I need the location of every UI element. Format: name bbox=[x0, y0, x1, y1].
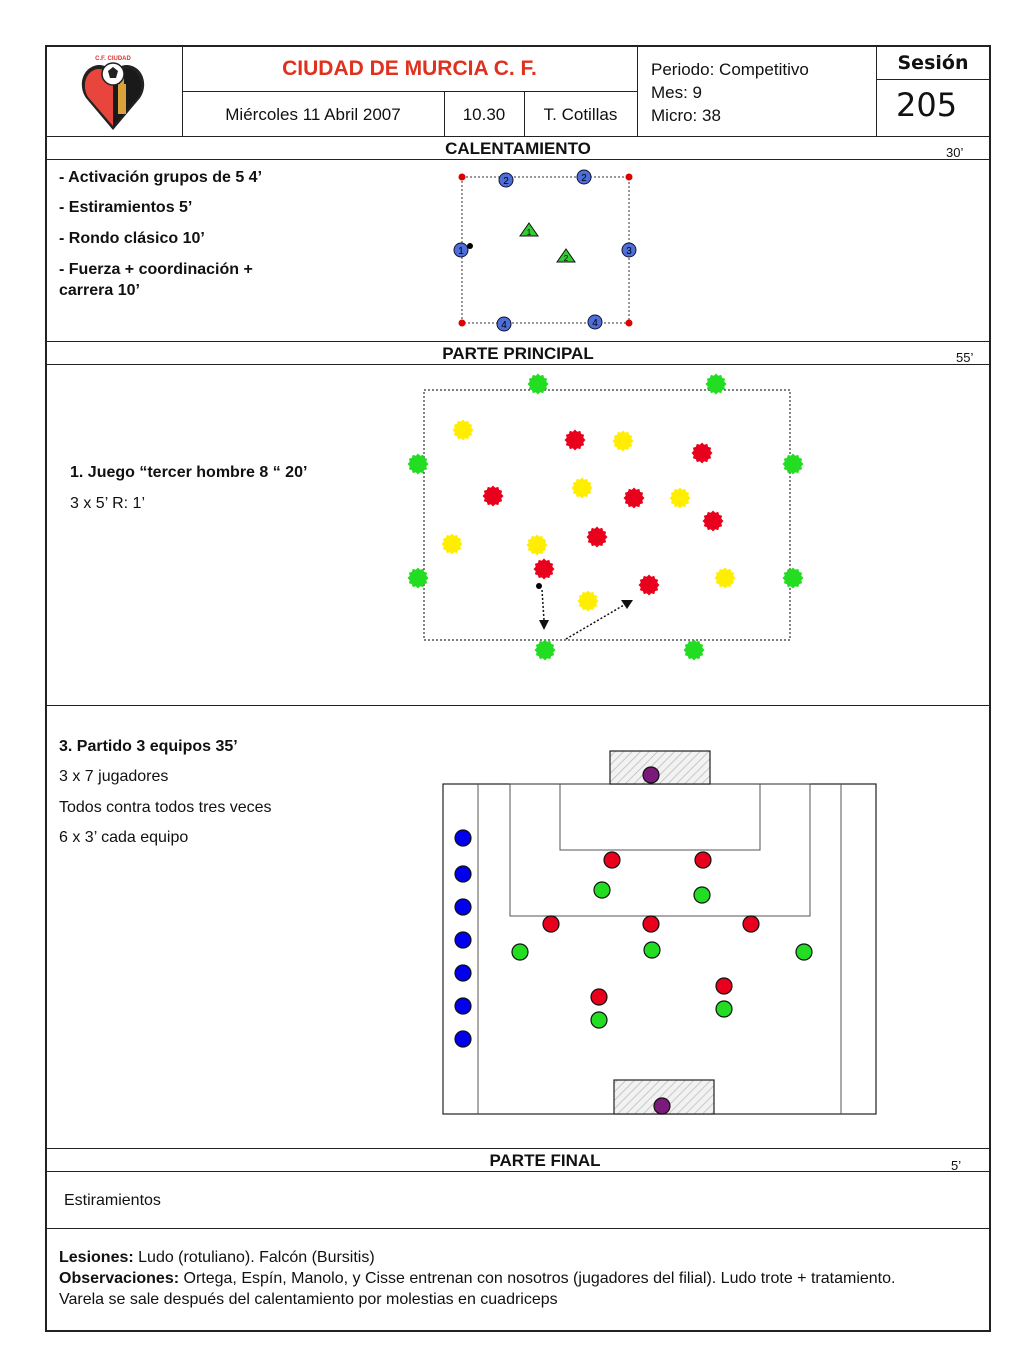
frame-right bbox=[989, 45, 991, 1332]
player-yellow bbox=[527, 535, 548, 556]
divider bbox=[637, 45, 638, 137]
duration-principal: 55’ bbox=[956, 350, 974, 365]
divider bbox=[182, 91, 637, 92]
club-title: CIUDAD DE MURCIA C. F. bbox=[282, 57, 537, 80]
player-yellow bbox=[572, 478, 593, 499]
periodo: Periodo: Competitivo bbox=[651, 60, 809, 79]
player-yellow bbox=[453, 420, 474, 441]
divider bbox=[45, 705, 991, 706]
warmup-item: carrera 10’ bbox=[59, 282, 140, 299]
warmup-item: - Rondo clásico 10’ bbox=[59, 230, 205, 247]
mes: Mes: 9 bbox=[651, 83, 703, 102]
player-red bbox=[639, 575, 660, 596]
player-green bbox=[408, 454, 429, 475]
cone-marker bbox=[459, 320, 466, 327]
player-yellow bbox=[715, 568, 736, 589]
player-green bbox=[512, 944, 528, 960]
player-blue bbox=[455, 1031, 471, 1047]
svg-text:1: 1 bbox=[526, 228, 532, 237]
player-green bbox=[408, 568, 429, 589]
svg-text:4: 4 bbox=[592, 318, 598, 329]
player-red bbox=[587, 527, 608, 548]
final-text: Estiramientos bbox=[64, 1192, 161, 1209]
player-red bbox=[591, 989, 607, 1005]
lesiones-label: Lesiones: bbox=[59, 1249, 134, 1266]
exercise-3-title: 3. Partido 3 equipos 35’ bbox=[59, 738, 238, 755]
exercise-3-line: 6 x 3’ cada equipo bbox=[59, 829, 189, 846]
warmup-item: - Activación grupos de 5 4’ bbox=[59, 169, 263, 186]
observaciones-text: Ortega, Espín, Manolo, y Cisse entrenan con nosotros (jugadores del filial). Ludo trote + tratamiento. bbox=[183, 1270, 896, 1287]
player-green bbox=[591, 1012, 607, 1028]
ball bbox=[536, 583, 542, 589]
player-green bbox=[528, 374, 549, 395]
divider bbox=[45, 1171, 991, 1172]
svg-text:C.F. CIUDAD: C.F. CIUDAD bbox=[95, 56, 131, 62]
frame-top bbox=[45, 45, 991, 47]
player-red bbox=[604, 852, 620, 868]
player-blue bbox=[588, 315, 602, 329]
player-blue bbox=[455, 830, 471, 846]
arrow-head bbox=[539, 620, 549, 630]
player-green bbox=[644, 942, 660, 958]
rondo-diagram bbox=[450, 166, 646, 336]
player-red bbox=[703, 511, 724, 532]
club-logo bbox=[80, 52, 146, 134]
player-red bbox=[624, 488, 645, 509]
arrow-head bbox=[621, 600, 633, 609]
sesion-label: Sesión bbox=[897, 52, 969, 74]
player-purple bbox=[654, 1098, 670, 1114]
player-red bbox=[534, 559, 555, 580]
player-blue bbox=[455, 899, 471, 915]
pass-arrow bbox=[542, 590, 544, 620]
lesiones-line bbox=[59, 1249, 375, 1267]
player-red bbox=[565, 430, 586, 451]
warmup-item: - Fuerza + coordinación + bbox=[59, 261, 253, 278]
svg-text:4: 4 bbox=[501, 320, 507, 331]
player-green bbox=[783, 454, 804, 475]
match-diagram bbox=[440, 748, 880, 1120]
svg-text:2: 2 bbox=[581, 173, 587, 184]
player-green bbox=[535, 640, 556, 661]
player-yellow bbox=[442, 534, 463, 555]
player-red bbox=[483, 486, 504, 507]
cone-marker bbox=[459, 174, 466, 181]
player-blue bbox=[455, 998, 471, 1014]
player-green bbox=[783, 568, 804, 589]
coach-name: T. Cotillas bbox=[543, 105, 618, 124]
warmup-item: - Estiramientos 5’ bbox=[59, 199, 193, 216]
player-green-triangle bbox=[520, 223, 538, 237]
player-green bbox=[706, 374, 727, 395]
player-yellow bbox=[670, 488, 691, 509]
player-yellow bbox=[613, 431, 634, 452]
player-green bbox=[684, 640, 705, 661]
observaciones-line bbox=[59, 1270, 895, 1288]
player-red bbox=[643, 916, 659, 932]
frame-bottom bbox=[45, 1330, 991, 1332]
player-blue bbox=[455, 866, 471, 882]
player-green bbox=[694, 887, 710, 903]
svg-text:2: 2 bbox=[563, 254, 569, 263]
player-blue bbox=[622, 243, 636, 257]
cone-marker bbox=[626, 174, 633, 181]
pass-arrow bbox=[566, 605, 624, 639]
observaciones-text-2: Varela se sale después del calentamiento por molestias en cuadriceps bbox=[59, 1291, 558, 1308]
svg-text:2: 2 bbox=[503, 176, 509, 187]
player-red bbox=[716, 978, 732, 994]
lesiones-text: Ludo (rotuliano). Falcón (Bursitis) bbox=[138, 1249, 375, 1266]
session-date: Miércoles 11 Abril 2007 bbox=[225, 105, 401, 124]
divider bbox=[45, 1148, 991, 1149]
player-green bbox=[796, 944, 812, 960]
duration-final: 5’ bbox=[951, 1158, 962, 1173]
divider bbox=[45, 341, 991, 342]
section-title-final: PARTE FINAL bbox=[489, 1151, 601, 1170]
exercise-1-reps: 3 x 5’ R: 1’ bbox=[70, 495, 145, 512]
cone-marker bbox=[626, 320, 633, 327]
player-green bbox=[716, 1001, 732, 1017]
player-red bbox=[692, 443, 713, 464]
player-red bbox=[743, 916, 759, 932]
observaciones-label: Observaciones: bbox=[59, 1270, 180, 1287]
goal-top bbox=[610, 751, 710, 784]
player-blue bbox=[454, 243, 468, 257]
player-red bbox=[695, 852, 711, 868]
player-green bbox=[594, 882, 610, 898]
field-boundary bbox=[424, 390, 790, 640]
player-blue bbox=[455, 932, 471, 948]
exercise-3-line: 3 x 7 jugadores bbox=[59, 768, 169, 785]
player-red bbox=[543, 916, 559, 932]
goal-area bbox=[560, 784, 760, 850]
session-time: 10.30 bbox=[462, 105, 506, 124]
third-man-diagram bbox=[400, 368, 820, 668]
duration-calentamiento: 30’ bbox=[946, 145, 964, 160]
exercise-3-line: Todos contra todos tres veces bbox=[59, 799, 272, 816]
frame-left bbox=[45, 45, 47, 1332]
player-green-triangle bbox=[557, 249, 575, 263]
player-blue bbox=[499, 173, 513, 187]
section-title-calentamiento: CALENTAMIENTO bbox=[445, 139, 591, 158]
exercise-1-title: 1. Juego “tercer hombre 8 “ 20’ bbox=[70, 464, 308, 481]
divider bbox=[876, 79, 990, 80]
player-purple bbox=[643, 767, 659, 783]
divider bbox=[45, 136, 991, 137]
svg-text:1: 1 bbox=[458, 246, 464, 257]
player-blue bbox=[497, 317, 511, 331]
svg-text:3: 3 bbox=[626, 246, 632, 257]
ball bbox=[467, 243, 473, 249]
player-blue bbox=[455, 965, 471, 981]
player-yellow bbox=[578, 591, 599, 612]
player-blue bbox=[577, 170, 591, 184]
sesion-number: 205 bbox=[896, 86, 958, 124]
micro: Micro: 38 bbox=[651, 106, 721, 125]
divider bbox=[45, 159, 991, 160]
section-title-principal: PARTE PRINCIPAL bbox=[442, 344, 594, 363]
rondo-field bbox=[462, 177, 629, 323]
divider bbox=[45, 1228, 991, 1229]
divider bbox=[45, 364, 991, 365]
